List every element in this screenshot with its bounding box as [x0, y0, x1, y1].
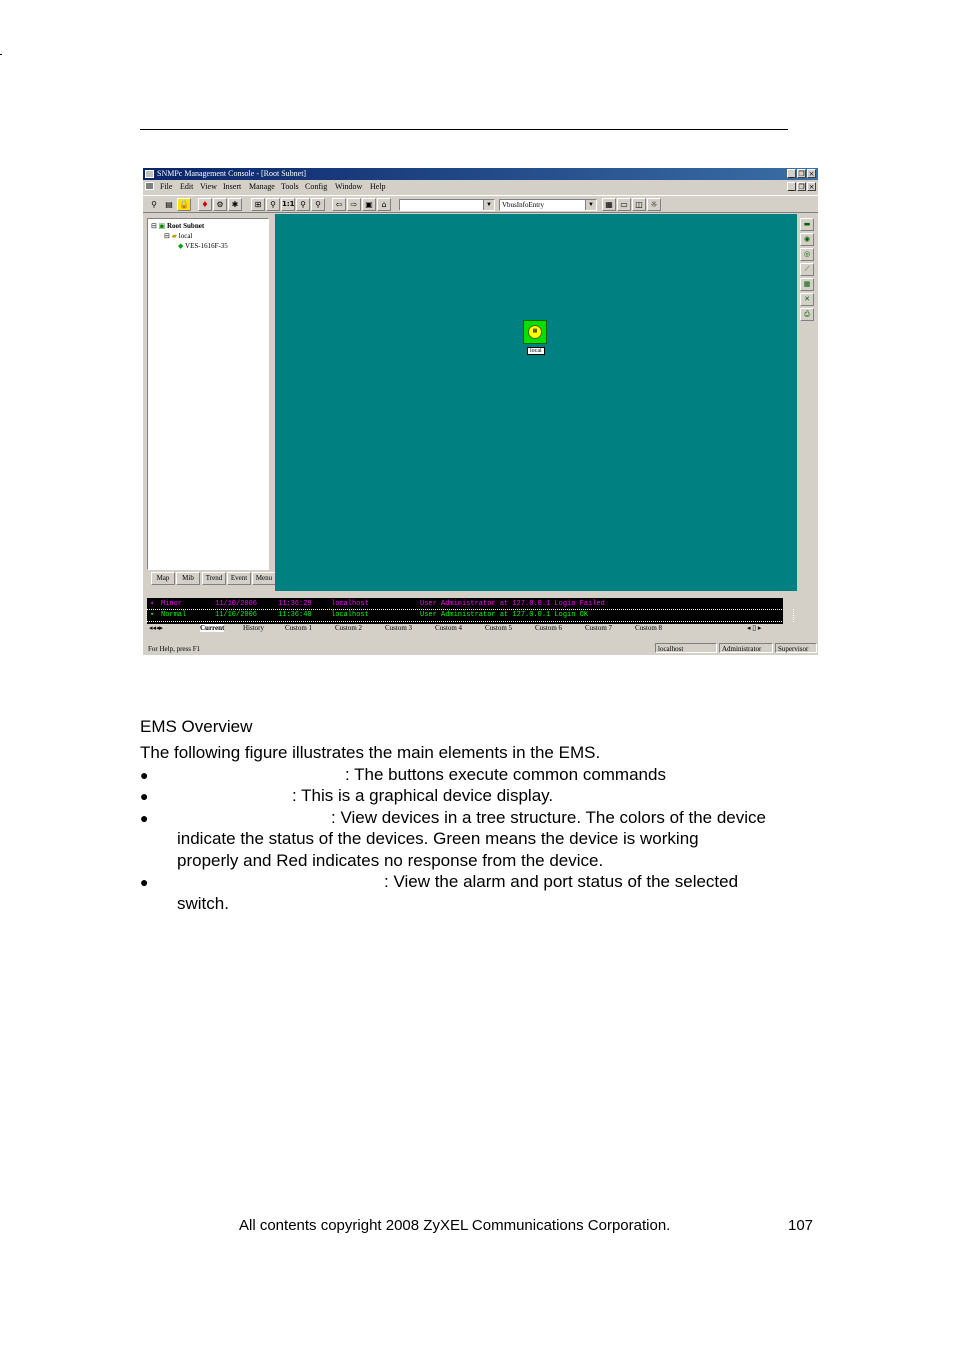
bullet-text-3: : View devices in a tree structure. The colors of the device [331, 808, 766, 827]
folder-icon: ▰ [171, 232, 178, 240]
mib-combo[interactable] [499, 199, 597, 211]
event-log [147, 598, 793, 624]
tab-current[interactable]: Current [200, 624, 225, 632]
menu-view[interactable]: View [200, 182, 217, 191]
event-severity: Minor [161, 600, 183, 608]
graph-icon[interactable]: ▭ [617, 198, 631, 211]
tree-device-label: VES-1616F-35 [185, 242, 228, 250]
event-message: User Administrator at 127.0.0.1 Login OK [420, 611, 589, 619]
status-role: Supervisor [775, 643, 817, 653]
expand-icon[interactable]: ⊟ [151, 222, 157, 230]
mdi-minimize-button[interactable]: _ [787, 182, 796, 191]
tab-custom-2[interactable]: Custom 2 [335, 624, 363, 632]
event-severity: Normal [161, 611, 187, 619]
table-icon[interactable]: ▦ [602, 198, 616, 211]
alarm-bell-icon[interactable]: ♦ [198, 198, 212, 211]
toolbar [143, 195, 818, 213]
tree-root[interactable] [151, 222, 204, 230]
bullet-icon: ● [140, 810, 149, 826]
doc-icon [145, 182, 154, 190]
bullet-text-1: : The buttons execute common commands [345, 765, 666, 784]
lock-icon[interactable]: 🔒 [177, 198, 191, 211]
horizontal-scrollbar[interactable]: ◂ ▯ ▸ [747, 624, 762, 632]
section-heading: EMS Overview [140, 717, 253, 736]
tab-custom-3[interactable]: Custom 3 [385, 624, 413, 632]
footer-copyright: All contents copyright 2008 ZyXEL Communications Corporation. [239, 1217, 671, 1234]
delete-icon[interactable]: ▤ [165, 200, 173, 209]
tab-nav-arrows[interactable]: ◂◂◂▸ [149, 624, 164, 632]
bullet-icon: ● [140, 874, 149, 890]
menu-insert[interactable]: Insert [223, 182, 242, 191]
tab-custom-5[interactable]: Custom 5 [485, 624, 513, 632]
view-tabs [147, 572, 275, 586]
window-title: SNMPc Management Console - [Root Subnet] [157, 169, 307, 178]
minimize-button[interactable]: _ [787, 169, 796, 178]
forward-arrow-icon[interactable]: ⇨ [347, 198, 361, 211]
page-number: 107 [788, 1217, 814, 1234]
binoculars-icon[interactable]: ⚲ [151, 200, 157, 209]
event-message: User Administrator at 127.0.0.1 Login Failed [420, 600, 605, 608]
tab-history[interactable]: History [243, 624, 264, 632]
tab-custom-7[interactable]: Custom 7 [585, 624, 613, 632]
event-host: localhost [331, 600, 369, 608]
status-host: localhost [655, 643, 717, 653]
event-host: localhost [331, 611, 369, 619]
globe-icon[interactable]: ◎ [800, 248, 814, 261]
close-button[interactable]: × [808, 170, 815, 178]
tab-event[interactable]: Event [227, 572, 251, 585]
menu-config[interactable]: Config [305, 182, 328, 191]
menu-bar [143, 180, 818, 193]
device-node[interactable] [523, 320, 547, 344]
intro-text: The following figure illustrates the main elements in the EMS. [140, 743, 601, 762]
chevron-down-icon[interactable]: ▼ [483, 200, 494, 210]
zoom-fit-icon[interactable]: ⊞ [251, 198, 265, 211]
tab-map[interactable]: Map [151, 572, 175, 585]
header-rule [140, 129, 788, 130]
status-help: For Help, press F1 [148, 645, 201, 653]
device-tree [147, 218, 269, 570]
subnet-icon: ▣ [158, 222, 166, 230]
zoom-out-icon[interactable]: ⚲ [311, 198, 325, 211]
zoom-1to1-icon[interactable]: 1:1 [281, 198, 295, 211]
tab-custom-6[interactable]: Custom 6 [535, 624, 563, 632]
tab-custom-1[interactable]: Custom 1 [285, 624, 313, 632]
bullet-text-3-cont2: properly and Red indicates no response from the device. [177, 851, 604, 870]
back-arrow-icon[interactable]: ⇦ [332, 198, 346, 211]
topology-icon[interactable]: ✕ [800, 293, 814, 306]
device-status-icon: ◆ [178, 242, 184, 250]
poll-icon[interactable]: ⚙ [213, 198, 227, 211]
menu-tools[interactable]: Tools [281, 182, 299, 191]
link-icon[interactable]: ⟋ [800, 263, 814, 276]
up-folder-icon[interactable]: ▣ [362, 198, 376, 211]
zoom-in-icon[interactable]: ⚲ [296, 198, 310, 211]
bullet-text-2: : This is a graphical device display. [292, 786, 554, 805]
tree-device[interactable] [178, 242, 228, 250]
zoom-icon[interactable]: ⚲ [266, 198, 280, 211]
event-row[interactable] [147, 610, 793, 621]
mdi-restore-button[interactable]: ❐ [798, 183, 805, 191]
title-bar [143, 168, 818, 180]
bullet-text-4: : View the alarm and port status of the selected [384, 872, 739, 891]
list-icon[interactable]: ▬ [800, 218, 814, 231]
expand-icon[interactable]: ⊟ [164, 232, 170, 240]
tree-child[interactable] [164, 232, 192, 240]
event-date: 11/10/2006 [215, 600, 258, 608]
bullet-text-4-cont: switch. [177, 894, 229, 913]
chevron-down-icon[interactable]: ▼ [585, 200, 596, 210]
menu-edit[interactable]: Edit [180, 182, 194, 191]
tab-mib[interactable]: Mib [176, 572, 200, 585]
discover-icon[interactable]: ✱ [228, 198, 242, 211]
mib-combo-value: VbusInfoEntry [502, 201, 544, 209]
settings-icon[interactable]: ☼ [647, 198, 661, 211]
bullet-icon: ● [140, 788, 149, 804]
bullet-text-3-cont1: indicate the status of the devices. Green means the device is working [177, 829, 699, 848]
switch-icon: ▦ [528, 325, 542, 339]
margin-mark [0, 54, 2, 55]
restore-button[interactable]: ❐ [798, 170, 805, 178]
grid-icon[interactable]: ▦ [800, 278, 814, 291]
menu-file[interactable]: File [160, 182, 173, 191]
event-scrollbar[interactable] [783, 598, 793, 624]
event-date: 11/10/2006 [215, 611, 258, 619]
status-user: Administrator [719, 643, 773, 653]
event-tabs [147, 624, 787, 636]
bullet-icon: ● [140, 767, 149, 783]
mdi-close-button[interactable]: × [808, 183, 815, 191]
tab-custom-8[interactable]: Custom 8 [635, 624, 663, 632]
event-row[interactable] [147, 599, 793, 610]
device-label[interactable]: local [527, 347, 545, 355]
tree-child-label: local [178, 232, 193, 240]
event-marker: ▪ [150, 600, 155, 608]
event-time: 11:36:29 [278, 600, 312, 608]
window-icon[interactable]: ◫ [632, 198, 646, 211]
event-time: 11:36:40 [278, 611, 312, 619]
menu-window[interactable]: Window [335, 182, 363, 191]
tab-menu[interactable]: Menu [252, 572, 276, 585]
menu-manage[interactable]: Manage [249, 182, 275, 191]
printer-icon[interactable]: ⎙ [800, 308, 814, 321]
tab-trend[interactable]: Trend [202, 572, 226, 585]
filter-combo[interactable] [399, 199, 495, 211]
home-icon[interactable]: ⌂ [377, 198, 391, 211]
tree-root-label: Root Subnet [167, 222, 205, 230]
ems-screenshot [143, 168, 818, 655]
tab-custom-4[interactable]: Custom 4 [435, 624, 463, 632]
map-view [275, 214, 797, 591]
event-marker: ▪ [150, 611, 155, 619]
network-icon[interactable]: ◉ [800, 233, 814, 246]
app-icon [145, 170, 154, 178]
status-bar [143, 642, 818, 655]
menu-help[interactable]: Help [370, 182, 386, 191]
